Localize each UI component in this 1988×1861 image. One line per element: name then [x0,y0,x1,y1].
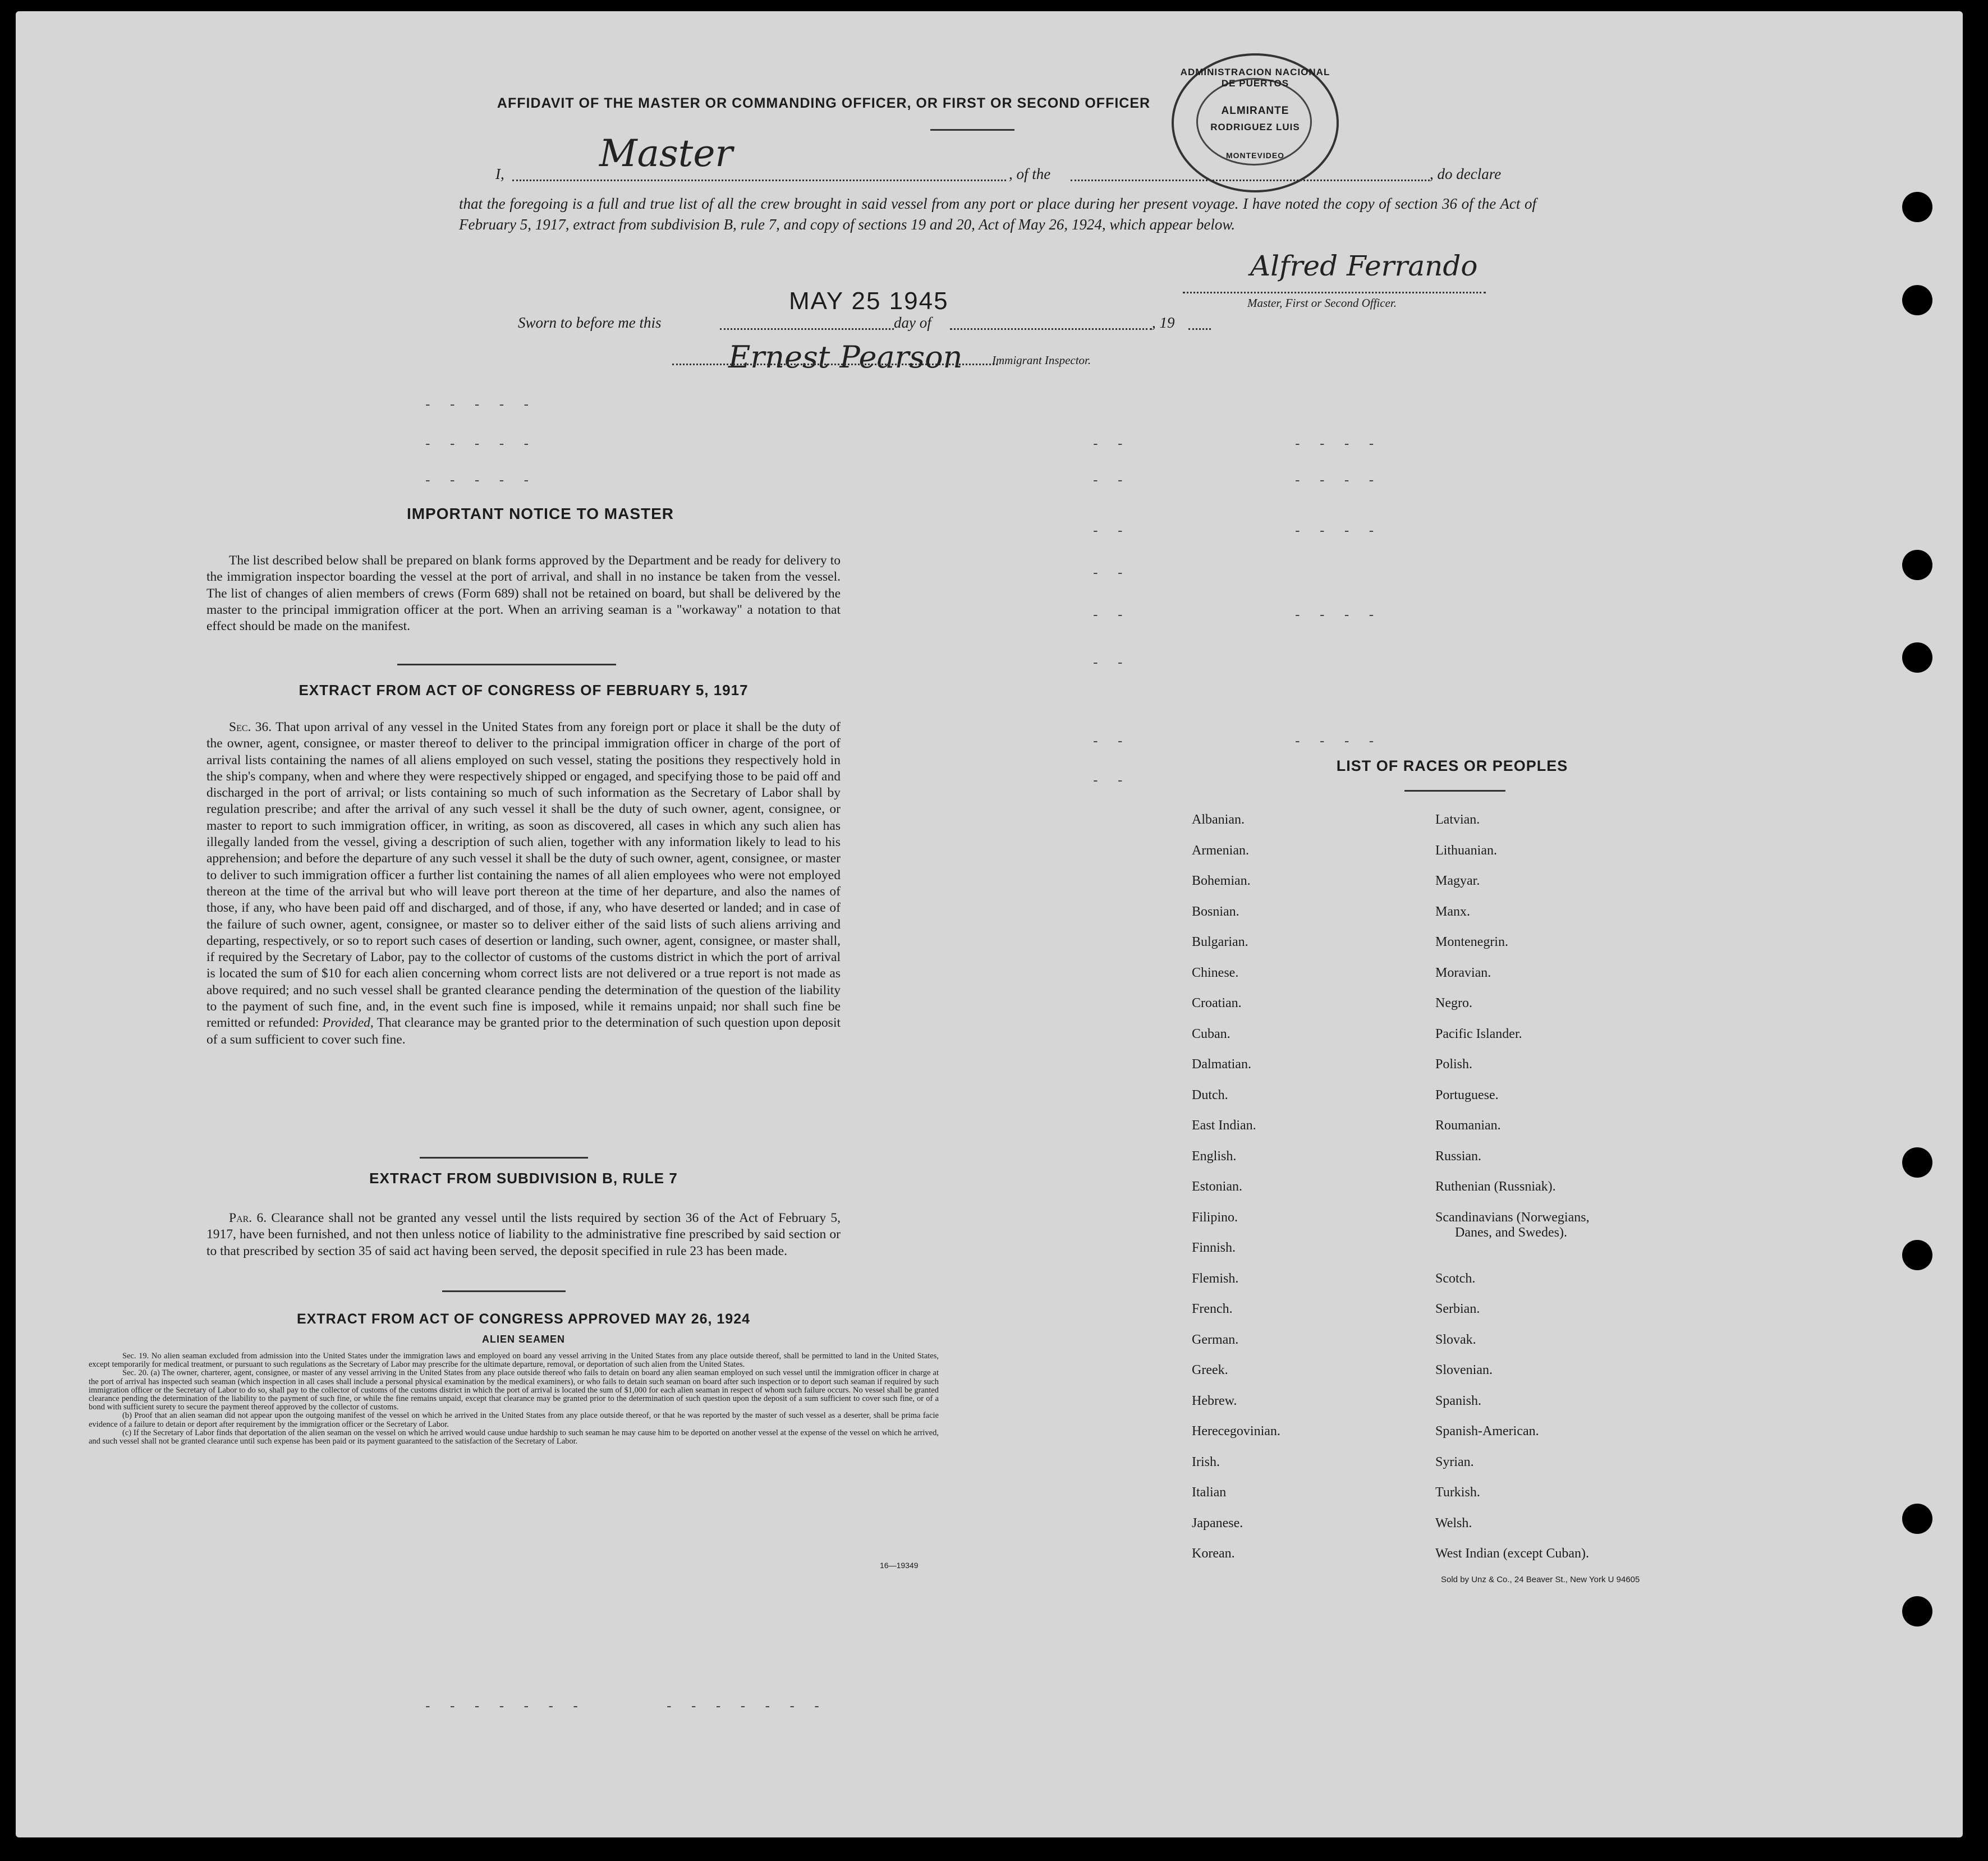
divider [442,1290,566,1292]
binder-hole [1902,642,1932,673]
extract-1924-title: EXTRACT FROM ACT OF CONGRESS APPROVED MAY 26, 1924 [296,1311,751,1327]
race-item: French. [1192,1302,1233,1316]
race-item: Negro. [1435,996,1472,1010]
signature-caption: Master, First or Second Officer. [1247,296,1397,310]
background-dashes: - - [1093,564,1131,581]
section-label: Sec. 36. [229,720,272,734]
race-item: Estonian. [1192,1179,1242,1194]
race-item: Scandinavians (Norwegians, [1435,1210,1590,1225]
race-item: Filipino. [1192,1210,1238,1225]
section-19-text: Sec. 19. No alien seaman excluded from admission into the United States under the immigration laws and employed on board any vessel arriving in the United States from any place outside thereof, shall be permitted to land in the United States, except temporarily for medical treatment, or pursuant to such regulations as the Secretary of Labor may prescribe for the ultimate departure, removal, or deportation of such alien from the United States. [89,1352,939,1370]
race-item: Manx. [1435,904,1470,919]
seal-text: ADMINISTRACION NACIONAL DE PUERTOS [1180,67,1330,89]
section-20a-text: Sec. 20. (a) The owner, charterer, agent, consignee, or master of any vessel arriving in the United States from any place outside thereof who fails to detain on board any alien seaman employed on such vessel until the immigration officer in charge at the port of arrival has inspected such seaman (which inspection in all cases shall include a personal physical examination by the medical examiners), or who fails to detain such seaman on board after such inspection or to deport such seaman if required by such immigration officer or the Secretary of Labor to do so, shall pay to the collector of customs of the customs district in which the port of arrival is located the sum of $1,000 for each alien seaman in respect of whom such failure occurs. No vessel shall be granted clearance pending the determination of the liability to the payment of such fine, or while the fine remains unpaid, except that clearance may be granted prior to the determination of such question upon the deposit of a sum sufficient to cover such fine, or of a bond with sufficient surety to secure the payment thereof approved by the collector of customs. [89,1368,939,1412]
race-item: Albanian. [1192,812,1245,827]
race-item: Herecegovinian. [1192,1424,1280,1439]
race-item: English. [1192,1149,1237,1164]
background-dashes: - - [1093,732,1131,749]
race-item: Russian. [1435,1149,1482,1164]
binder-hole [1902,1147,1932,1178]
fill-line [1071,180,1430,181]
background-dashes: - - [1093,771,1131,788]
race-item: Bulgarian. [1192,935,1248,949]
race-item: Spanish-American. [1435,1424,1539,1439]
race-item: Pacific Islander. [1435,1027,1522,1041]
seal-text: MONTEVIDEO [1225,151,1285,160]
binder-hole [1902,550,1932,580]
races-title: LIST OF RACES OR PEOPLES [1336,757,1568,774]
inspector-caption: Immigrant Inspector. [992,353,1091,367]
race-item: Ruthenian (Russniak). [1435,1179,1556,1194]
background-dashes: - - [1093,522,1131,539]
rule-7-title: EXTRACT FROM SUBDIVISION B, RULE 7 [369,1170,678,1187]
affidavit-of-label: , of the [1009,166,1051,182]
day-of-label: day of [894,314,931,331]
extract-1924-text [89,1352,939,1446]
race-item: Bohemian. [1192,874,1251,888]
background-dashes: - - [1093,606,1131,623]
fill-line [950,328,1152,330]
race-item: East Indian. [1192,1118,1256,1133]
race-item: Lithuanian. [1435,843,1497,858]
race-item: Montenegrin. [1435,935,1508,949]
background-dashes: - - - - [1295,606,1382,623]
race-item: Irish. [1192,1455,1220,1469]
race-item: Syrian. [1435,1455,1474,1469]
race-item: Hebrew. [1192,1394,1237,1408]
fill-line [1188,328,1211,330]
race-item: Scotch. [1435,1271,1476,1286]
extract-1924-subtitle: ALIEN SEAMEN [481,1334,565,1345]
race-item: Croatian. [1192,996,1242,1010]
race-item: Japanese. [1192,1516,1243,1531]
inspector-signature: Ernest Pearson [728,339,963,375]
race-item: Polish. [1435,1057,1473,1072]
race-item: Welsh. [1435,1516,1472,1531]
master-signature: Alfred Ferrando [1250,250,1478,282]
affidavit-title: AFFIDAVIT OF THE MASTER OR COMMANDING OFFICER, OR FIRST OR SECOND OFFICER [497,95,1151,111]
extract-1917-text: Sec. 36. That upon arrival of any vessel in the United States from any foreign port or place it shall be the duty of the owner, agent, consignee, or master thereof to deliver to the principal immigration officer in charge of the port of arrival lists containing the names of all aliens employed on such vessel, stating the positions they respectively hold in the ship's company, when and where they were respectively shipped or engaged, and specifying those to be paid off and discharged in the port of arrival; or lists containing so much of such information as the Secretary of Labor shall by regulation prescribe; and after the arrival of any such vessel it shall be the duty of such owner, agent, consignee, or master to report to such immigration officer, in writing, as soon as discovered, all cases in which any such alien has illegally landed from the vessel, giving a description of such alien, together with any information likely to lead to his apprehension; and before the departure of any such vessel it shall be the duty of such owner, agent, consignee, or master to deliver to such immigration officer a further list containing the names of all alien employees who were not employed thereon at the time of the arrival but who will leave port thereon at the time of her departure, and also the names of those, if any, who have been paid off and discharged, and of those, if any, who have deserted or landed; and in case of the failure of such owner, agent, consignee, or master so to deliver either of the said lists of such aliens arriving and departing, respectively, or so to report such cases of desertion or landing, such owner, agent, consignee, or master shall, if required by the Secretary of Labor, pay to the collector of customs of the customs district in which the port of arrival is located the sum of $10 for each alien concerning whom correct lists are not delivered or a true report is not made as above required; and no such vessel shall be granted clearance pending the determination of the question of the liability to the payment of such fine, and, in the event such fine is imposed, while it remains unpaid; nor shall such fine be remitted or refunded: Provided, That clearance may be granted prior to the determination of such question upon deposit of a sum sufficient to cover such fine. [206,720,841,1047]
notice-text: The list described below shall be prepared on blank forms approved by the Department and be ready for delivery to the immigration inspector boarding the vessel at the port of arrival, and shall in no instance be taken from the vessel. The list of changes of alien members of crews (Form 689) shall not be retained on board, but shall be delivered by the master to the principal immigration officer at the port. When an arriving seaman is a "workaway" a notation to that effect should be made on the manifest. [206,553,841,634]
divider [420,1157,588,1159]
background-dashes: - - [1093,435,1131,452]
background-dashes: - - - - [1295,471,1382,488]
race-item: Danes, and Swedes). [1455,1225,1567,1240]
race-item: Portuguese. [1435,1088,1499,1102]
master-handwriting: Master [599,132,733,175]
binder-hole [1902,1240,1932,1270]
printer-credit: Sold by Unz & Co., 24 Beaver St., New York U 94605 [1441,1575,1640,1584]
race-item: Spanish. [1435,1394,1482,1408]
race-item: Armenian. [1192,843,1249,858]
race-item: Dalmatian. [1192,1057,1251,1072]
seal-text: RODRIGUEZ LUIS [1210,122,1300,132]
race-item: Cuban. [1192,1027,1231,1041]
section-20b-text: (b) Proof that an alien seaman did not appear upon the outgoing manifest of the vessel on which he arrived in the United States from any place outside thereof, or that he was reported by the master of such vessel as a deserter, shall be prima facie evidence of a failure to detain or deport after requirement by the immigration officer or the Secretary of Labor. [89,1411,939,1429]
race-item: Roumanian. [1435,1118,1501,1133]
background-dashes: - - - - - - - [667,1697,827,1714]
race-item: West Indian (except Cuban). [1435,1546,1589,1561]
race-item: Dutch. [1192,1088,1228,1102]
affidavit-declare-label: , do declare [1430,166,1502,182]
background-dashes: - - - - - - - [425,1697,586,1714]
race-item: Chinese. [1192,966,1239,980]
race-item: Magyar. [1435,874,1480,888]
divider [930,129,1014,131]
official-seal-stamp [1172,53,1339,192]
divider [397,664,616,665]
background-dashes: - - - - [1295,435,1382,452]
race-item: Turkish. [1435,1485,1480,1500]
year-label: , 19 [1152,314,1175,331]
document-page [16,11,1963,1837]
race-item: Bosnian. [1192,904,1239,919]
background-dashes: - - - - - [425,435,537,452]
fill-line [512,180,1006,181]
background-dashes: - - - - - [425,396,537,412]
race-item: Finnish. [1192,1240,1236,1255]
date-stamp: MAY 25 1945 [789,287,949,315]
race-item: Greek. [1192,1363,1228,1377]
race-item: Slovenian. [1435,1363,1493,1377]
background-dashes: - - - - [1295,522,1382,539]
background-dashes: - - [1093,471,1131,488]
form-number: 16—19349 [880,1561,919,1570]
paragraph-label: Par. 6. [229,1211,267,1225]
fill-line [672,364,998,365]
divider [1404,790,1505,792]
race-item: Italian [1192,1485,1227,1500]
background-dashes: - - - - [1295,732,1382,749]
race-item: Serbian. [1435,1302,1480,1316]
race-item: Moravian. [1435,966,1491,980]
background-dashes: - - [1093,654,1131,670]
race-item: German. [1192,1332,1239,1347]
binder-hole [1902,1596,1932,1626]
binder-hole [1902,192,1932,222]
notice-title: IMPORTANT NOTICE TO MASTER [406,505,674,522]
race-item: Flemish. [1192,1271,1239,1286]
sworn-label: Sworn to before me this [518,314,662,331]
seal-text: ALMIRANTE [1221,105,1289,117]
binder-hole [1902,285,1932,315]
race-item: Latvian. [1435,812,1480,827]
affidavit-i-label: I, [495,166,504,182]
fill-line [720,328,894,330]
race-item: Korean. [1192,1546,1235,1561]
affidavit-body: that the foregoing is a full and true list of all the crew brought in said vessel from any port or place during her present voyage. I have noted the copy of section 36 of the Act of February 5, 1917, extract from subdivision B, rule 7, and copy of sections 19 and 20, Act of May 26, 1924, which appear below. [459,195,1536,233]
background-dashes: - - - - - [425,471,537,488]
race-item: Slovak. [1435,1332,1476,1347]
section-20c-text: (c) If the Secretary of Labor finds that deportation of the alien seaman on the vessel on which he arrived would cause undue hardship to such seaman he may cause him to be deported on another vessel at the expense of the vessel on which he arrived, and such vessel shall not be granted clearance until such expense has been paid or its payment guaranteed to the satisfaction of the Secretary of Labor. [89,1428,939,1446]
rule-7-text: Par. 6. Clearance shall not be granted any vessel until the lists required by section 36 of the Act of February 5, 1917, have been furnished, and not then unless notice of liability to the administrative fine prescribed by said section or to that prescribed by section 35 of said act having been served, the deposit specified in rule 23 has been made. [206,1211,841,1258]
binder-hole [1902,1504,1932,1534]
extract-1917-title: EXTRACT FROM ACT OF CONGRESS OF FEBRUARY 5, 1917 [299,682,749,699]
fill-line [1183,292,1486,293]
